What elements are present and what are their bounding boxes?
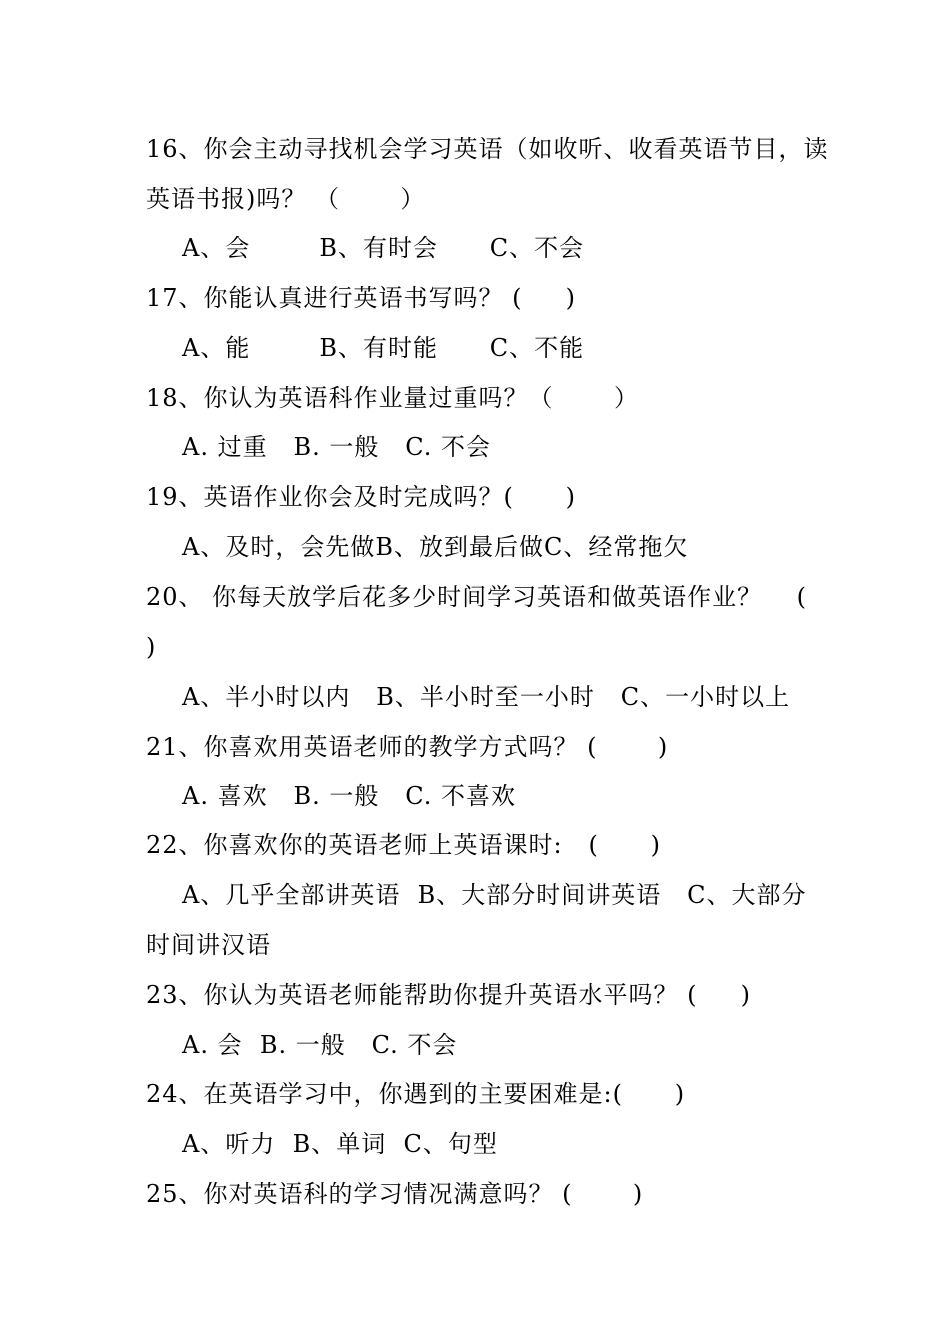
- question-19: 19、英语作业你会及时完成吗？( ): [146, 483, 577, 511]
- question-24: 24、在英语学习中，你遇到的主要困难是:( ): [146, 1080, 686, 1108]
- question-16-line-1: 16、你会主动寻找机会学习英语（如收听、收看英语节目，读: [146, 135, 829, 163]
- question-18-options: A. 过重 B. 一般 C. 不会: [182, 433, 492, 461]
- question-25: 25、你对英语科的学习情况满意吗？ ( ): [146, 1180, 644, 1208]
- question-22-options-continued: 时间讲汉语: [146, 931, 271, 959]
- question-24-options: A、听力 B、单词 C、句型: [182, 1130, 498, 1158]
- question-20-options: A、半小时以内 B、半小时至一小时 C、一小时以上: [182, 683, 791, 711]
- question-20-line-1: 20、 你每天放学后花多少时间学习英语和做英语作业？ (: [146, 583, 808, 611]
- question-22-options: A、几乎全部讲英语 B、大部分时间讲英语 C、大部分: [182, 881, 807, 909]
- question-17-options: A、能 B、有时能 C、不能: [182, 334, 585, 362]
- question-23: 23、你认为英语老师能帮助你提升英语水平吗？ ( ): [146, 981, 752, 1009]
- question-20-line-2: ): [146, 633, 157, 661]
- question-16-line-2: 英语书报)吗？ （ ）: [146, 185, 426, 213]
- question-23-options: A. 会 B. 一般 C. 不会: [182, 1031, 458, 1059]
- question-16-options: A、会 B、有时会 C、不会: [182, 234, 585, 262]
- question-22: 22、你喜欢你的英语老师上英语课时: ( ): [146, 831, 662, 859]
- question-21-options: A. 喜欢 B. 一般 C. 不喜欢: [182, 782, 517, 810]
- question-18: 18、你认为英语科作业量过重吗？（ ）: [146, 384, 639, 412]
- question-19-options: A、及时，会先做B、放到最后做C、经常拖欠: [182, 533, 689, 561]
- question-17: 17、你能认真进行英语书写吗？ ( ): [146, 284, 577, 312]
- question-21: 21、你喜欢用英语老师的教学方式吗？ ( ): [146, 733, 669, 761]
